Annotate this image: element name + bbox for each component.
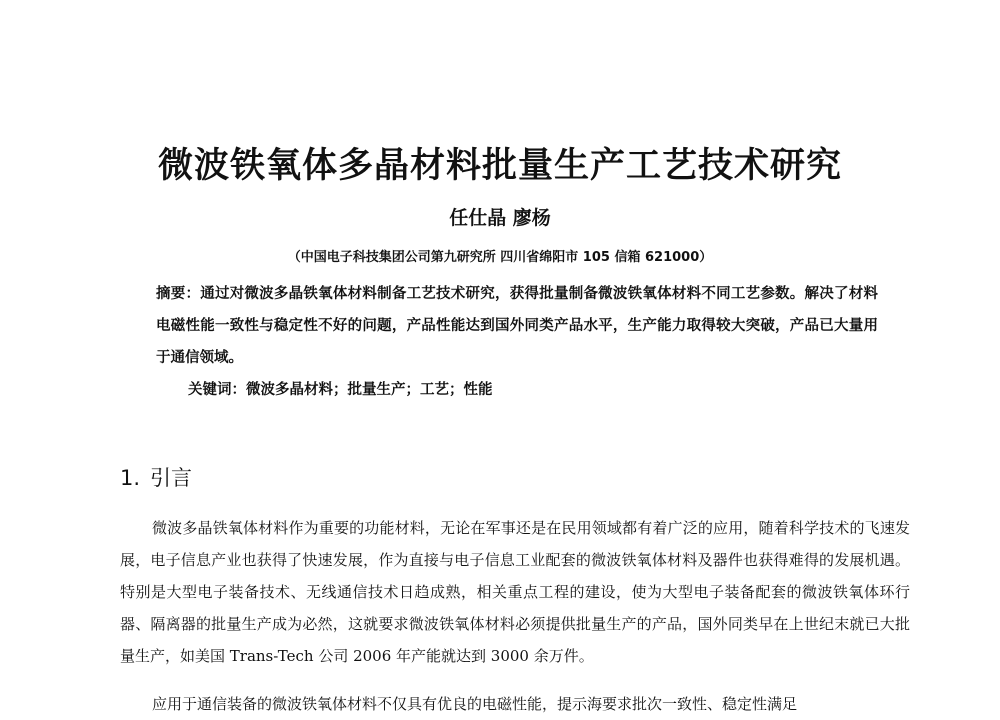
section-title: 引言 — [150, 466, 193, 490]
section-number: 1. — [120, 466, 141, 490]
paper-title: 微波铁氧体多晶材料批量生产工艺技术研究 — [157, 146, 842, 186]
section-heading-introduction — [120, 462, 192, 492]
abstract-text: 通过对微波多晶铁氧体材料制备工艺技术研究，获得批量制备微波铁氧体材料不同工艺参数。解决了材料电磁性能一致性与稳定性不好的问题，产品性能达到国外同类产品水平，生产能力取得较大突破，产品已大量用于通信领域。 — [156, 285, 878, 366]
abstract-label: 摘要： — [156, 286, 201, 302]
keywords — [188, 374, 878, 406]
keywords-label: 关键词： — [188, 382, 246, 398]
intro-paragraph-2: 应用于通信装备的微波铁氧体材料不仅具有优良的电磁性能，提示海要求批次一致性、稳定性满足 — [152, 695, 798, 713]
intro-paragraph-1: 微波多晶铁氧体材料作为重要的功能材料，无论在军事还是在民用领域都有着广泛的应用，随着科学技术的飞速发展，电子信息产业也获得了快速发展，作为直接与电子信息工业配套的微波铁氧体材料及器件也获得难得的发展机遇。特别是大型电子装备技术、无线通信技术日趋成熟，相关重点工程的建设，使为大型电子装备配套的微波铁氧体环行器、隔离器的批量生产成为必然，这就要求微波铁氧体材料必须提供批量生产的产品，国外同类早在上世纪末就已大批量生产，如美国 Trans-Tech 公司 2006 年产能就达到 3000 余万件。 — [120, 519, 910, 665]
paper-authors: 任仕晶 廖杨 — [449, 207, 551, 229]
keywords-text: 微波多晶材料；批量生产；工艺；性能 — [246, 381, 493, 398]
abstract — [156, 278, 878, 374]
paper-affiliation: （中国电子科技集团公司第九研究所 四川省绵阳市 105 信箱 621000） — [287, 250, 713, 265]
